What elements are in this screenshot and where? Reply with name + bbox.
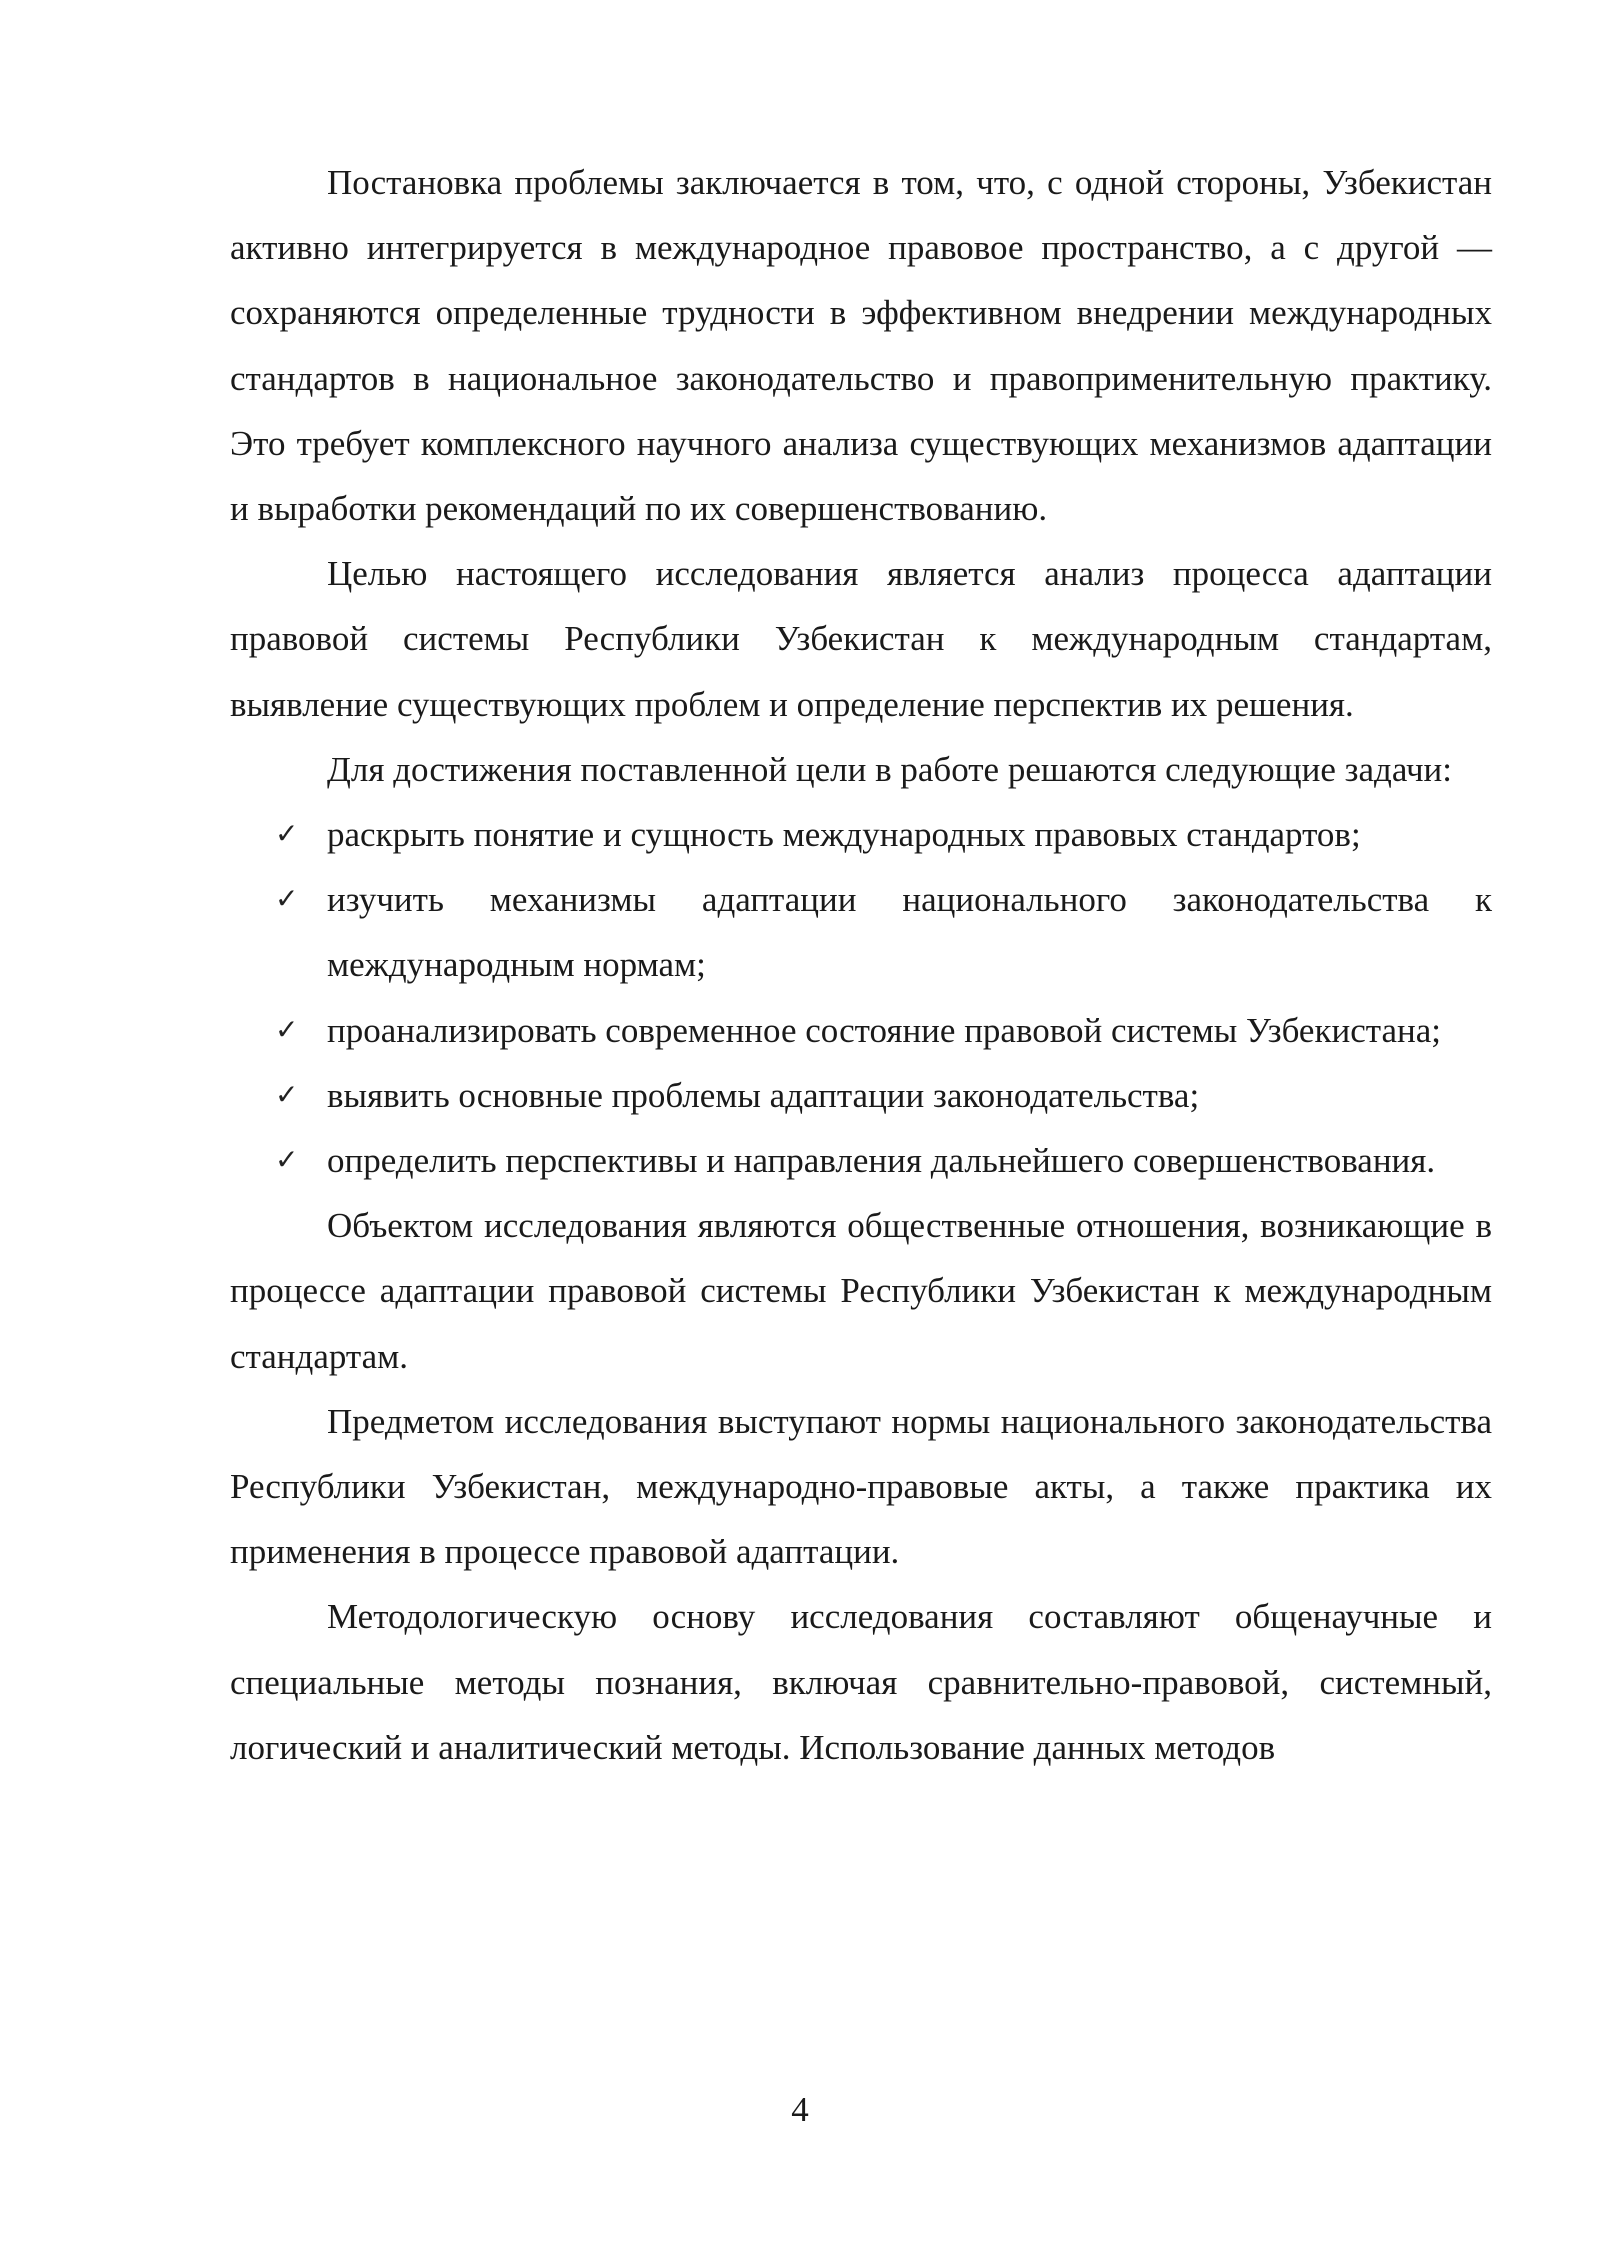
list-item (275, 1128, 1492, 1193)
list-item (275, 998, 1492, 1063)
task-text: выявить основные проблемы адаптации законодательства; (327, 1075, 1200, 1115)
list-item (275, 802, 1492, 867)
task-text: проанализировать современное состояние правовой системы Узбекистана; (327, 1010, 1441, 1050)
tasks-list (230, 802, 1492, 1193)
checkmark-icon: ✓ (275, 819, 299, 851)
paragraph-research-subject: Предметом исследования выступают нормы национального законодательства Республики Узбекистан, международно-правовые акты, а также практика их применения в процессе правовой адаптации. (230, 1401, 1492, 1572)
list-item (275, 1063, 1492, 1128)
checkmark-icon: ✓ (275, 1145, 299, 1177)
checkmark-icon: ✓ (275, 1014, 299, 1046)
paragraph-methodology: Методологическую основу исследования составляют общенаучные и специальные методы познания, включая сравнительно-правовой, системный, логический и аналитический методы. Использование данных методов (230, 1597, 1492, 1767)
page-number: 4 (791, 2090, 809, 2129)
checkmark-icon: ✓ (275, 884, 299, 916)
paragraph-tasks-intro: Для достижения поставленной цели в работе решаются следующие задачи: (327, 749, 1453, 789)
paragraph-research-goal: Целью настоящего исследования является анализ процесса адаптации правовой системы Республики Узбекистан к международным стандартам, выявление существующих проблем и определение перспектив их решения. (230, 554, 1492, 724)
list-item (275, 867, 1492, 997)
task-text: изучить механизмы адаптации национального законодательства к международным нормам; (327, 880, 1492, 985)
task-text: раскрыть понятие и сущность международных правовых стандартов; (327, 815, 1361, 855)
paragraph-research-object: Объектом исследования являются общественные отношения, возникающие в процессе адаптации правовой системы Республики Узбекистан к международным стандартам. (230, 1206, 1492, 1376)
checkmark-icon: ✓ (275, 1079, 299, 1111)
document-page (230, 150, 1492, 1780)
task-text: определить перспективы и направления дальнейшего совершенствования. (327, 1141, 1436, 1181)
paragraph-problem-statement: Постановка проблемы заключается в том, что, с одной стороны, Узбекистан активно интегрируется в международное правовое пространство, а с другой — сохраняются определенные трудности в эффективном внедрении международных стандартов в национальное законодательство и правоприменительную практику. Это требует комплексного научного анализа существующих механизмов адаптации и выработки рекомендаций по их совершенствованию. (230, 163, 1492, 529)
